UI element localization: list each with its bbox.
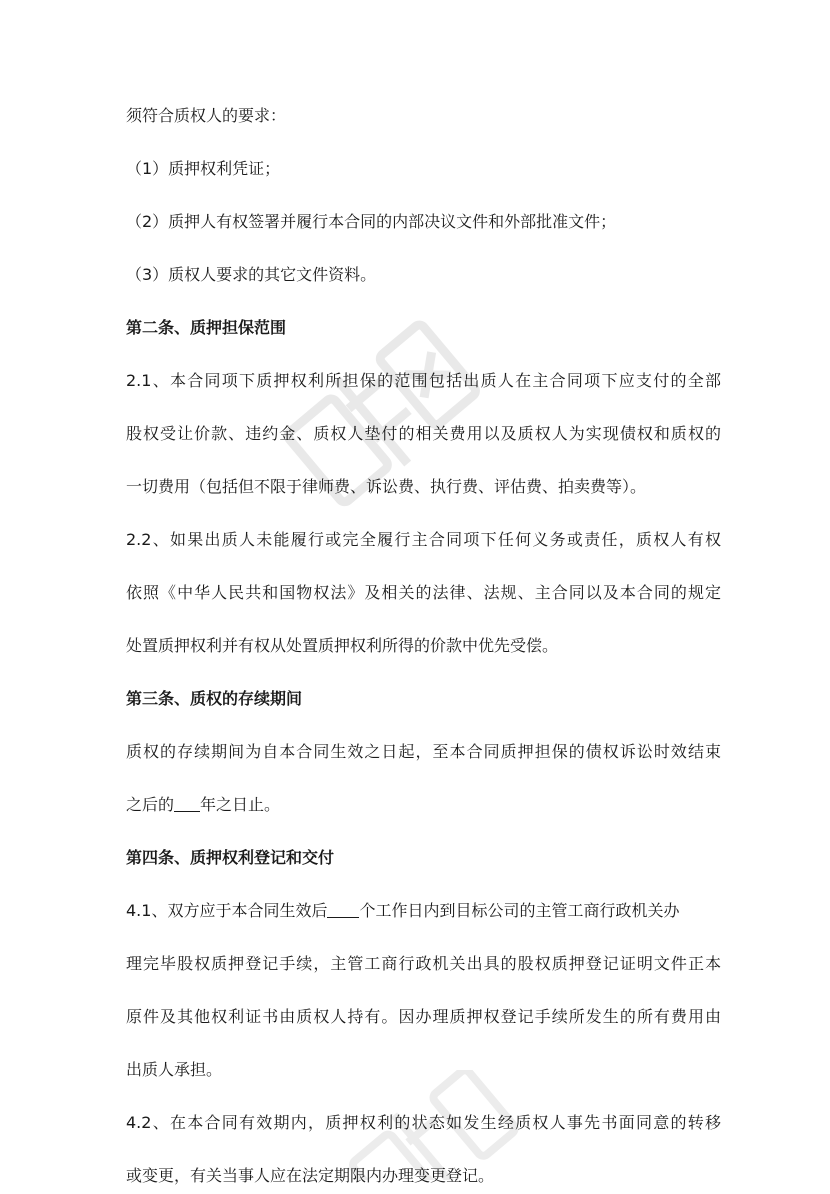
clause-2-2-line-3: 处置质押权利并有权从处置质押权利所得的价款中优先受偿。 xyxy=(126,636,559,655)
clause-4-1-line-1-start: 4.1、双方应于本合同生效后 xyxy=(126,901,328,920)
article-2-heading: 第二条、质押担保范围 xyxy=(126,318,287,337)
intro-line: 须符合质权人的要求： xyxy=(126,106,287,125)
list-item-2: （2）质押人有权签署并履行本合同的内部决议文件和外部批准文件； xyxy=(126,212,617,231)
clause-4-2-line-1: 4.2、在本合同有效期内，质押权利的状态如发生经质权人事先书面同意的转移 xyxy=(126,1113,721,1132)
list-item-1: （1）质押权利凭证； xyxy=(126,159,281,178)
clause-2-1-line-3: 一切费用（包括但不限于律师费、诉讼费、执行费、评估费、拍卖费等）。 xyxy=(126,477,647,496)
year-blank xyxy=(174,793,200,812)
clause-2-2-line-2: 依照《中华人民共和国物权法》及相关的法律、法规、主合同以及本合同的规定 xyxy=(126,583,721,602)
clause-4-2-line-2: 或变更，有关当事人应在法定期限内办理变更登记。 xyxy=(126,1166,495,1185)
article-3-line-2-end: 年之日止。 xyxy=(200,795,281,814)
clause-2-1-line-1: 2.1、本合同项下质押权利所担保的范围包括出质人在主合同项下应支付的全部 xyxy=(126,371,721,390)
article-4-heading: 第四条、质押权利登记和交付 xyxy=(126,848,335,867)
clause-4-1-line-1 xyxy=(126,893,721,929)
article-3-line-2-start: 之后的 xyxy=(126,795,175,814)
article-3-line-2 xyxy=(126,787,721,823)
article-3-line-1: 质权的存续期间为自本合同生效之日起，至本合同质押担保的债权诉讼时效结束 xyxy=(126,742,721,761)
list-item-3: （3）质权人要求的其它文件资料。 xyxy=(126,265,377,284)
article-3-heading: 第三条、质权的存续期间 xyxy=(126,689,303,708)
clause-4-1-line-4: 出质人承担。 xyxy=(126,1060,223,1079)
clause-4-1-line-1-end: 个工作日内到目标公司的主管工商行政机关办 xyxy=(359,901,680,920)
clause-4-1-line-3: 原件及其他权利证书由质权人持有。因办理质押权登记手续所发生的所有费用由 xyxy=(126,1007,721,1026)
clause-2-1-line-2: 股权受让价款、违约金、质权人垫付的相关费用以及质权人为实现债权和质权的 xyxy=(126,424,721,443)
clause-4-1-line-2: 理完毕股权质押登记手续，主管工商行政机关出具的股权质押登记证明文件正本 xyxy=(126,954,721,973)
clause-2-2-line-1: 2.2、如果出质人未能履行或完全履行主合同项下任何义务或责任，质权人有权 xyxy=(126,530,721,549)
workdays-blank xyxy=(327,899,359,918)
document-body xyxy=(126,98,721,1194)
